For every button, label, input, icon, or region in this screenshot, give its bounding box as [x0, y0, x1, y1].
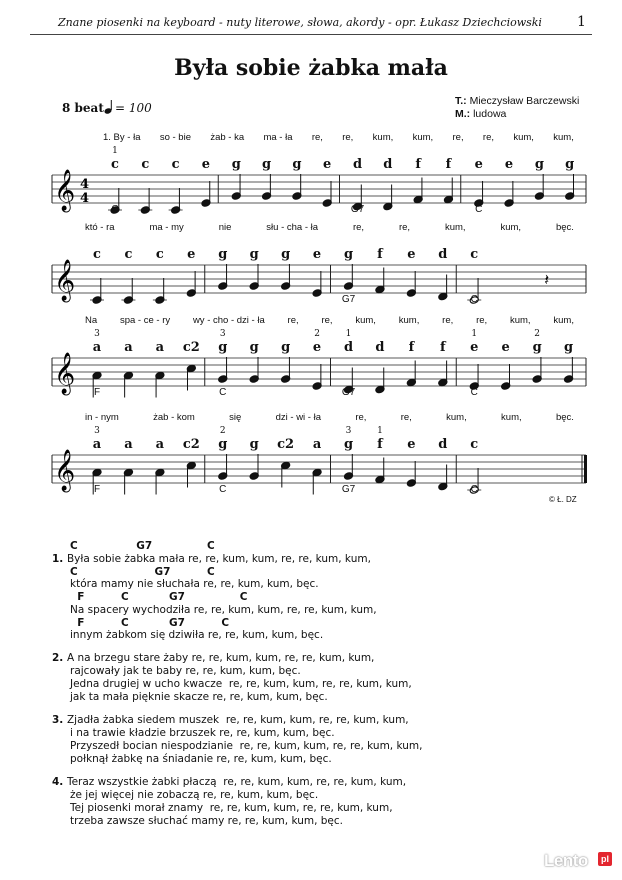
lyric-line — [85, 222, 574, 233]
verse-line: 1. Była sobie żabka mała re, re, kum, kum, re, re, kum, kum, — [52, 552, 371, 565]
fingering-number: 2 — [314, 329, 320, 339]
lyric-syllable: re, — [398, 222, 411, 233]
note-letter: g — [281, 340, 291, 355]
chord-symbol: F — [93, 387, 101, 398]
chord-symbol: C — [475, 204, 483, 215]
note-letter: c — [124, 247, 133, 262]
note-letter: e — [501, 340, 510, 355]
verse-line: trzeba zawsze słuchać mamy re, re, kum, kum, bęc. — [70, 815, 343, 827]
verse-line: i na trawie kładzie brzuszek re, re, kum, kum, bęc. — [70, 727, 335, 739]
lyric-syllable: re, — [311, 132, 323, 143]
lyric-syllable: dzi - wi - ła — [275, 412, 322, 423]
note-letter: d — [375, 340, 385, 355]
chord-symbol: C — [219, 484, 227, 495]
note-letter: c2 — [277, 437, 295, 452]
note-letter: f — [415, 157, 421, 172]
note-letter: d — [352, 157, 363, 172]
treble-clef-icon: 𝄞 — [54, 450, 76, 491]
fingering-number: 1 — [471, 329, 478, 339]
quarter-rest-icon: 𝄽 — [544, 270, 550, 289]
tempo-label: 8 beat — [62, 101, 104, 115]
fingering-number: 3 — [94, 426, 100, 436]
chord-symbol: G7 — [341, 387, 356, 398]
lyric-syllable: żab - ka — [210, 132, 245, 143]
note-letter: g — [249, 437, 259, 452]
lyric-syllable: kum, — [513, 132, 534, 143]
lyric-syllable: re, — [482, 132, 495, 143]
watermark-badge: pl — [598, 852, 612, 866]
note-letter: f — [377, 437, 383, 452]
note-letter: f — [377, 247, 383, 262]
note-letter: f — [408, 340, 415, 355]
fingering-number: 1 — [112, 146, 118, 156]
credits — [455, 95, 579, 121]
note-letter: c — [93, 247, 101, 262]
treble-clef-icon: 𝄞 — [54, 170, 76, 211]
verse-line: 2. A na brzegu stare żaby re, re, kum, kum, re, re, kum, kum, — [52, 652, 375, 664]
song-title: Była sobie żabka mała — [174, 55, 448, 81]
lyric-syllable: so - bie — [159, 132, 191, 143]
chord-symbol: G7 — [341, 294, 356, 305]
note-letter: a — [155, 340, 165, 355]
lyric-line — [85, 412, 574, 423]
note-letter: g — [218, 247, 228, 262]
lyric-line — [85, 315, 574, 326]
verse-chords: C G7 C — [70, 540, 215, 552]
lyricist-name: Mieczysław Barczewski — [469, 95, 580, 107]
lyric-syllable: re, — [321, 315, 333, 326]
fingering-number: 1 — [345, 329, 352, 339]
note-letter: g — [534, 157, 544, 172]
header-rule — [30, 34, 592, 35]
verse-line: innym żabkom się dziwiła re, re, kum, kum, bęc. — [70, 629, 324, 641]
verse-number: 3. — [52, 714, 67, 726]
composer-line — [455, 108, 579, 121]
final-barline — [584, 455, 587, 483]
verse-line: która mamy nie słuchała re, re, kum, kum, bęc. — [70, 578, 319, 590]
note-letter: g — [564, 340, 574, 355]
note-letter: a — [124, 437, 133, 452]
lyric-syllable: kum, — [446, 412, 467, 423]
lyric-syllable: bęc. — [555, 222, 574, 233]
treble-clef-icon: 𝄞 — [54, 260, 76, 301]
lyric-syllable: Na — [85, 315, 98, 326]
note-letter: c — [111, 157, 119, 172]
lyric-syllable: kum, — [412, 132, 434, 143]
quarter-note-icon — [104, 99, 114, 115]
note-letter: c2 — [182, 340, 200, 355]
note-letter: c — [171, 157, 180, 172]
note-letter: g — [343, 437, 354, 452]
chord-symbol: C — [470, 387, 478, 398]
note-letter: f — [440, 340, 446, 355]
verse-line: że jej więcej nie zobaczą re, re, kum, kum, bęc. — [70, 789, 319, 801]
note-letter: c — [155, 247, 164, 262]
fingering-number: 2 — [534, 329, 540, 339]
time-signature-bottom: 4 — [80, 191, 90, 206]
lyric-syllable: ma - my — [149, 222, 184, 233]
note-letter: d — [438, 247, 448, 262]
note-letter: g — [218, 437, 228, 452]
verse-line: Tej piosenki morał znamy re, re, kum, kum, re, re, kum, kum, — [70, 802, 393, 814]
verse-number: 4. — [52, 776, 67, 788]
chord-symbol: F — [93, 484, 101, 495]
fingering-number: 2 — [219, 426, 226, 436]
lyric-syllable: nie — [218, 222, 232, 233]
note-letter: c — [470, 437, 479, 452]
verse-line: połknął żabkę na śniadanie re, re, kum, kum, bęc. — [70, 753, 332, 765]
verse-number: 1. — [52, 552, 67, 565]
fingering-number: 3 — [345, 426, 352, 436]
running-header: Znane piosenki na keyboard - nuty literowe, słowa, akordy - opr. Łukasz Dziechciowski — [58, 16, 542, 29]
lyric-syllable: kum, — [553, 132, 574, 143]
note-letter: f — [445, 157, 452, 172]
note-letter: c2 — [182, 437, 200, 452]
lyric-line — [103, 132, 574, 143]
copyright: © Ł. DZ — [549, 495, 577, 504]
note-letter: e — [312, 247, 322, 262]
composer-name: ludowa — [473, 108, 507, 120]
note-letter: g — [231, 157, 241, 172]
note-letter: g — [343, 247, 354, 262]
lyricist-line — [455, 95, 579, 108]
lyric-syllable: żab - kom — [153, 412, 195, 423]
chord-symbol: C — [470, 294, 478, 305]
watermark-logo: Lento — [544, 851, 588, 870]
lyric-syllable: słu - cha - ła — [266, 222, 319, 233]
note-letter: e — [201, 157, 211, 172]
note-letter: g — [249, 340, 259, 355]
lyric-syllable: re, — [476, 315, 488, 326]
fingering-number: 3 — [94, 329, 100, 339]
verse-line: Na spacery wychodziła re, re, kum, kum, re, re, kum, kum, — [70, 603, 377, 616]
lyric-syllable: re, — [352, 222, 365, 233]
note-letter: g — [565, 157, 575, 172]
verse-chords: F C G7 C — [70, 591, 248, 603]
note-letter: a — [124, 340, 133, 355]
note-letter: a — [312, 437, 322, 452]
lyric-syllable: kum, — [355, 315, 376, 326]
lyric-syllable: kum, — [500, 222, 522, 233]
lyric-syllable: kum, — [372, 132, 394, 143]
lyric-syllable: spa - ce - ry — [119, 315, 171, 326]
lyric-syllable: kum, — [444, 222, 466, 233]
lyricist-label: T.: — [455, 95, 467, 107]
note-letter: e — [504, 157, 514, 172]
lyric-syllable: re, — [342, 132, 354, 143]
lyric-syllable: bęc. — [555, 412, 574, 423]
time-signature-top: 4 — [80, 177, 90, 192]
lyric-syllable: 1. By - ła — [103, 132, 141, 143]
note-letter: e — [323, 157, 332, 172]
verse-chords: F C G7 C — [70, 616, 230, 629]
composer-label: M.: — [455, 108, 471, 120]
lyric-syllable: kum, — [509, 315, 531, 326]
verse-line: Przyszedł bocian niespodzianie re, re, kum, kum, re, re, kum, kum, — [70, 740, 423, 752]
chord-symbol: G7 — [350, 204, 365, 215]
note-letter: c — [141, 157, 150, 172]
lyric-syllable: ma - ła — [263, 132, 293, 143]
verse-line: Jedna drugiej w ucho kwacze re, re, kum, kum, re, re, kum, kum, — [70, 678, 412, 690]
note-letter: g — [262, 157, 272, 172]
lyric-syllable: kum, — [553, 315, 574, 326]
note-letter: e — [407, 437, 416, 452]
verse-chords: C G7 C — [70, 565, 215, 578]
note-letter: g — [281, 247, 291, 262]
chord-symbol: C — [111, 204, 119, 215]
note-letter: e — [474, 157, 483, 172]
lyric-syllable: re, — [287, 315, 299, 326]
chord-symbol: C — [219, 387, 227, 398]
lyric-syllable: się — [229, 412, 242, 423]
note-letter: g — [532, 340, 542, 355]
note-letter: e — [312, 340, 322, 355]
lyric-syllable: wy - cho - dzi - ła — [192, 315, 265, 326]
note-letter: c — [470, 247, 479, 262]
lyric-syllable: re, — [452, 132, 464, 143]
page-number: 1 — [577, 14, 586, 30]
note-letter: e — [187, 247, 196, 262]
verse-number: 2. — [52, 652, 67, 664]
verse-line: jak ta mała pięknie skacze re, re, kum, kum, bęc. — [70, 691, 328, 703]
verse-line: 4. Teraz wszystkie żabki płaczą re, re, kum, kum, re, re, kum, kum, — [52, 776, 407, 788]
treble-clef-icon: 𝄞 — [54, 353, 76, 394]
lyric-syllable: kum, — [501, 412, 522, 423]
lyric-syllable: in - nym — [85, 412, 119, 423]
chord-symbol: G7 — [341, 484, 356, 495]
lyric-syllable: re, — [442, 315, 454, 326]
note-letter: d — [343, 340, 354, 355]
chord-symbol: C — [470, 484, 478, 495]
note-letter: d — [438, 437, 448, 452]
lyric-syllable: któ - ra — [85, 222, 115, 233]
verse-line: 3. Zjadła żabka siedem muszek re, re, kum, kum, re, re, kum, kum, — [52, 714, 409, 726]
tempo-value: = 100 — [115, 101, 152, 115]
note-letter: a — [92, 340, 102, 355]
note-letter: g — [249, 247, 259, 262]
fingering-number: 1 — [377, 426, 383, 436]
lyric-syllable: re, — [355, 412, 367, 423]
note-letter: e — [470, 340, 479, 355]
lyric-syllable: kum, — [398, 315, 420, 326]
note-letter: g — [292, 157, 302, 172]
lyric-syllable: re, — [400, 412, 412, 423]
verse-line: rajcowały jak te baby re, re, kum, kum, bęc. — [70, 665, 301, 677]
note-letter: g — [218, 340, 228, 355]
fingering-number: 3 — [219, 329, 226, 339]
note-letter: a — [92, 437, 102, 452]
note-letter: a — [155, 437, 165, 452]
note-letter: e — [407, 247, 416, 262]
note-letter: d — [383, 157, 393, 172]
